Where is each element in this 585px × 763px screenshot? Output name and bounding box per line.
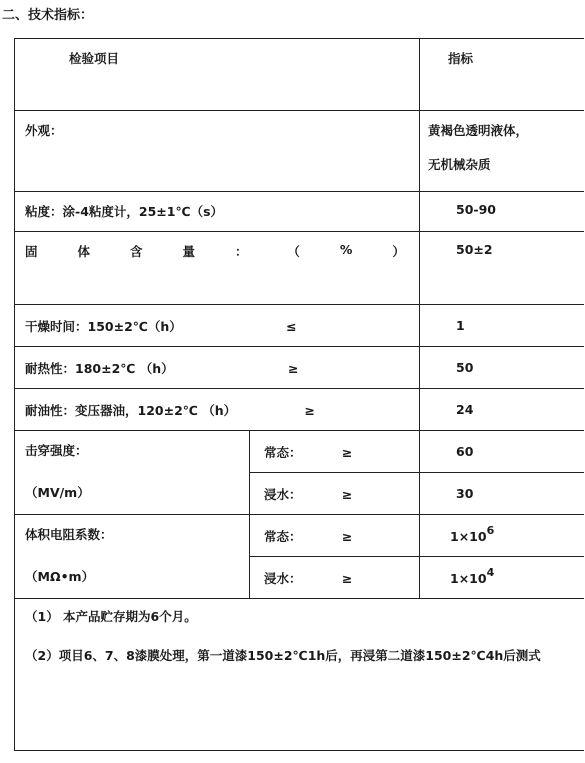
solid-label-char: 含	[129, 244, 143, 259]
breakdown-normal-label: 常态：	[264, 444, 302, 460]
table-row	[15, 431, 584, 473]
breakdown-unit: （MV/m）	[25, 485, 90, 500]
dry-time-op: ≤	[286, 318, 297, 334]
header-item: 检验项目	[15, 39, 420, 111]
breakdown-normal	[250, 431, 420, 473]
oil-res-label	[15, 389, 420, 431]
breakdown-soak-value: 30	[420, 473, 584, 515]
dry-time-text: 干燥时间：150±2℃（h）	[25, 318, 182, 334]
header-indicator: 指标	[420, 39, 584, 111]
solid-label-char: ：	[234, 244, 248, 259]
notes-cell	[15, 599, 584, 751]
heat-res-value: 50	[420, 347, 584, 389]
oil-res-op: ≥	[304, 402, 315, 418]
solid-label-char: %	[339, 242, 353, 257]
table-row	[15, 347, 584, 389]
breakdown-normal-value: 60	[420, 431, 584, 473]
resistivity-soak-base: 1×10	[450, 571, 487, 587]
solid-label-char: 体	[77, 244, 90, 259]
table-row	[15, 111, 584, 192]
breakdown-title: 击穿强度：	[25, 443, 88, 458]
note-1: （1） 本产品贮存期为6个月。	[25, 609, 197, 624]
resistivity-label	[15, 515, 250, 599]
viscosity-value: 50-90	[420, 192, 584, 232]
resistivity-normal-label: 常态：	[264, 528, 302, 544]
oil-res-text: 耐油性：变压器油，120±2℃ （h）	[25, 402, 237, 418]
breakdown-label	[15, 431, 250, 515]
dry-time-value: 1	[420, 305, 584, 347]
section-heading: 二、技术指标：	[2, 8, 94, 23]
table-row	[15, 389, 584, 431]
resistivity-unit: （MΩ•m）	[25, 569, 95, 584]
table-header-row	[15, 39, 584, 111]
appearance-value	[420, 111, 584, 192]
breakdown-soak-label: 浸水：	[264, 486, 302, 502]
appearance-value-line2: 无机械杂质	[428, 157, 491, 172]
oil-res-value: 24	[420, 389, 584, 431]
solid-label-char: 固	[25, 244, 38, 259]
resistivity-normal-value	[420, 515, 584, 557]
solid-label-char: 量	[182, 244, 195, 259]
heat-res-op: ≥	[288, 360, 299, 376]
solid-label-char: （	[287, 244, 300, 259]
table-row	[15, 192, 584, 232]
viscosity-label: 粘度：涂-4粘度计，25±1℃（s）	[15, 192, 420, 232]
resistivity-soak-exp: 4	[486, 566, 495, 580]
appearance-value-line1: 黄褐色透明液体，	[428, 123, 529, 138]
breakdown-soak-op: ≥	[341, 486, 353, 502]
resistivity-normal-exp: 6	[486, 524, 495, 538]
heat-res-text: 耐热性：180±2℃ （h）	[25, 360, 174, 376]
note-2: （2）项目6、7、8漆膜处理，第一道漆150±2℃1h后，再浸第二道漆150±2℃4h后测式	[25, 648, 541, 663]
table-row	[15, 305, 584, 347]
resistivity-normal-op: ≥	[341, 528, 353, 544]
resistivity-soak-op: ≥	[341, 570, 353, 586]
resistivity-soak	[250, 557, 420, 599]
table-row	[15, 232, 584, 305]
notes-row	[15, 599, 584, 751]
solid-label-char: ）	[392, 244, 405, 259]
table-row	[15, 515, 584, 557]
resistivity-normal-base: 1×10	[450, 529, 487, 545]
solid-value: 50±2	[420, 232, 584, 305]
resistivity-soak-value	[420, 557, 584, 599]
resistivity-title: 体积电阻系数：	[25, 527, 113, 542]
spec-table	[14, 38, 584, 751]
breakdown-normal-op: ≥	[341, 444, 353, 460]
dry-time-label	[15, 305, 420, 347]
solid-label	[15, 232, 420, 305]
breakdown-soak	[250, 473, 420, 515]
heat-res-label	[15, 347, 420, 389]
resistivity-soak-label: 浸水：	[264, 570, 302, 586]
resistivity-normal	[250, 515, 420, 557]
appearance-label: 外观：	[15, 111, 420, 192]
